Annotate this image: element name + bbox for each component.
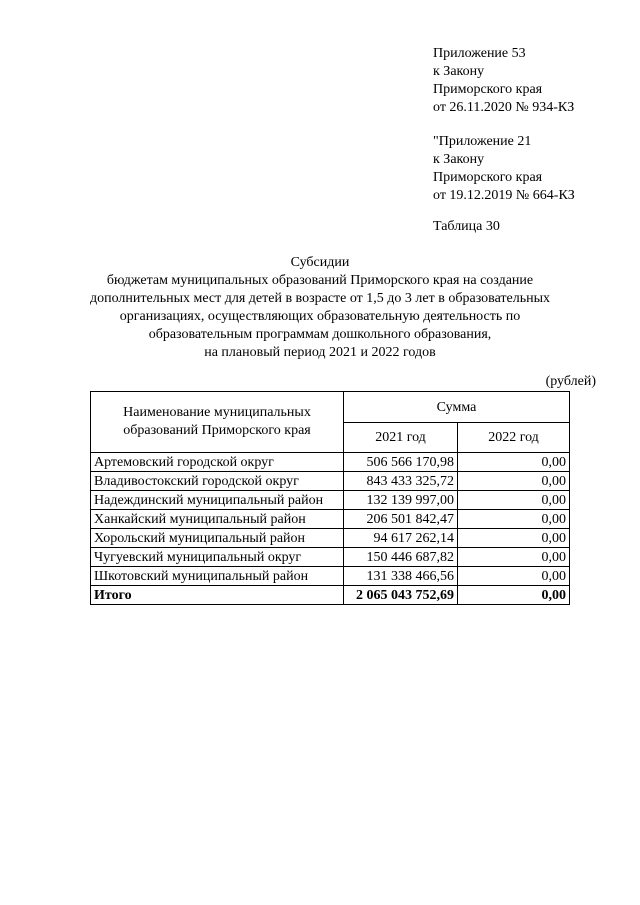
table-row [91,548,570,567]
total-label: Итого [91,586,344,605]
amount-2021: 206 501 842,47 [344,510,458,529]
amount-2022: 0,00 [458,491,570,510]
amount-2021: 150 446 687,82 [344,548,458,567]
reference-line: от 26.11.2020 № 934-КЗ [433,100,575,115]
table-row [91,510,570,529]
header-name-cell [91,392,344,453]
title-line: на плановый период 2021 и 2022 годов [204,345,436,360]
amount-2021: 132 139 997,00 [344,491,458,510]
title-line: дополнительных мест для детей в возрасте от 1,5 до 3 лет в образовательных [89,291,551,306]
title-line: образовательным программам дошкольного образования, [148,327,492,342]
reference-line: к Закону [433,152,485,167]
title-line: бюджетам муниципальных образований Приморского края на создание [106,273,534,288]
amount-2021: 843 433 325,72 [344,472,458,491]
amount-2022: 0,00 [458,548,570,567]
municipality-name: Артемовский городской округ [91,453,344,472]
appendix-reference-original [433,133,575,205]
table-row [91,453,570,472]
header-year-2022: 2022 год [458,423,570,453]
reference-line: Приморского края [433,82,543,97]
municipality-name: Надеждинский муниципальный район [91,491,344,510]
municipality-name: Ханкайский муниципальный район [91,510,344,529]
amount-2022: 0,00 [458,453,570,472]
reference-line: к Закону [433,64,485,79]
title-line: Субсидии [290,255,350,270]
amount-2022: 0,00 [458,510,570,529]
table-row [91,472,570,491]
total-2021: 2 065 043 752,69 [344,586,458,605]
reference-line: Приложение 53 [433,46,526,61]
table-row [91,567,570,586]
header-year-2021: 2021 год [344,423,458,453]
appendix-reference-current [433,45,574,117]
header-sum: Сумма [344,392,570,423]
total-row [91,586,570,605]
header-name-line: образований Приморского края [123,423,311,438]
reference-line: Приморского края [433,170,543,185]
amount-2022: 0,00 [458,472,570,491]
municipality-name: Владивостокский городской округ [91,472,344,491]
municipality-name: Шкотовский муниципальный район [91,567,344,586]
reference-line: "Приложение 21 [433,134,532,149]
amount-2021: 506 566 170,98 [344,453,458,472]
subsidy-table [90,391,570,605]
table-number: Таблица 30 [433,219,500,234]
amount-2021: 131 338 466,56 [344,567,458,586]
total-2022: 0,00 [458,586,570,605]
municipality-name: Чугуевский муниципальный округ [91,548,344,567]
table-row [91,491,570,510]
reference-line: от 19.12.2019 № 664-КЗ [433,188,575,203]
amount-2021: 94 617 262,14 [344,529,458,548]
amount-2022: 0,00 [458,529,570,548]
amount-2022: 0,00 [458,567,570,586]
document-title [60,254,580,362]
table-row [91,529,570,548]
municipality-name: Хорольский муниципальный район [91,529,344,548]
title-line: организациях, осуществляющих образовательную деятельность по [119,309,521,324]
units-label: (рублей) [545,374,596,389]
header-name-line: Наименование муниципальных [123,405,311,420]
